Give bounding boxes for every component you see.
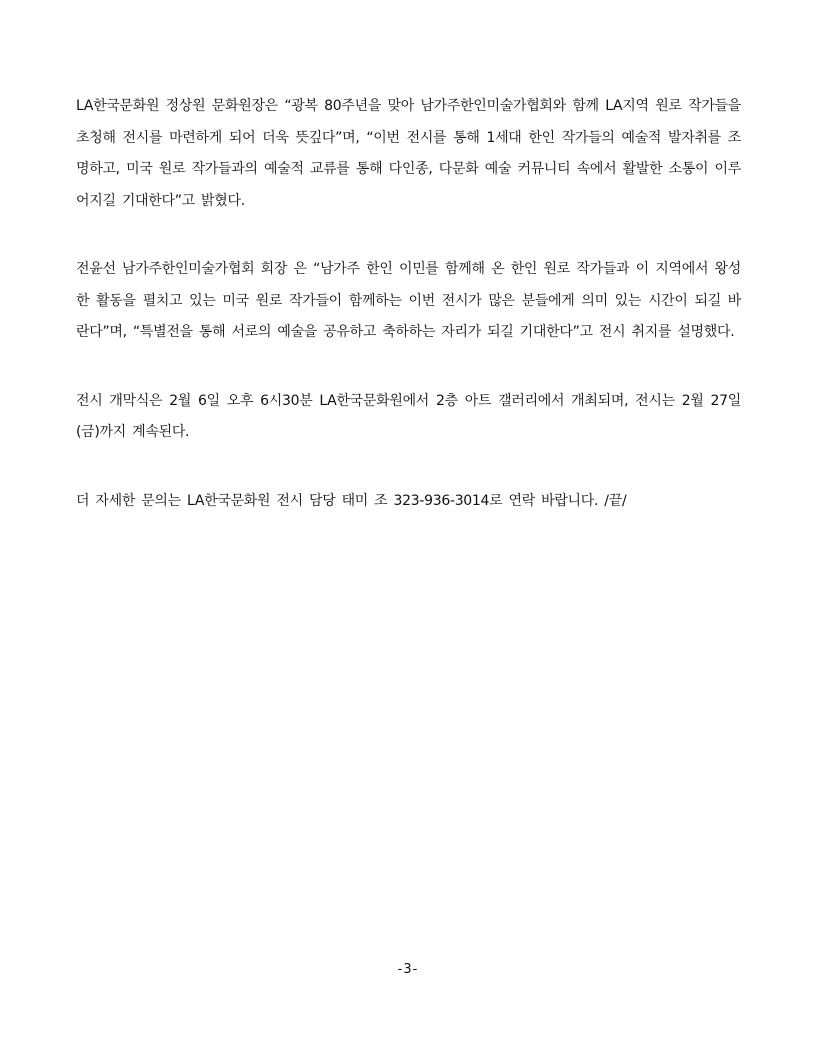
document-body	[76, 91, 741, 517]
paragraph-director-quote: LA한국문화원 정상원 문화원장은 “광복 80주년을 맞아 남가주한인미술가협회와 함께 LA지역 원로 작가들을 초청해 전시를 마련하게 되어 더욱 뜻깊다”며, “이번 전시를 통해 1세대 한인 작가들의 예술적 발자취를 조명하고, 미국 원로 작가들과의 예술적 교류를 통해 다인종, 다문화 예술 커뮤니티 속에서 활발한 소통이 이루어지길 기대한다”고 밝혔다.	[76, 98, 741, 209]
paragraph-opening-schedule: 전시 개막식은 2월 6일 오후 6시30분 LA한국문화원에서 2층 아트 갤러리에서 개최되며, 전시는 2월 27일(금)까지 계속된다.	[76, 392, 741, 440]
paragraph-president-quote: 전윤선 남가주한인미술가협회 회장 은 “남가주 한인 이민를 함께해 온 한인 원로 작가들과 이 지역에서 왕성한 활동을 펼치고 있는 미국 원로 작가들이 함께하는 이번 전시가 많은 분들에게 의미 있는 시간이 되길 바란다”며, “특별전을 통해 서로의 예술을 공유하고 축하하는 자리가 되길 기대한다”고 전시 취지를 설명했다.	[76, 261, 741, 340]
page-number: -3-	[397, 962, 419, 977]
paragraph-contact-info: 더 자세한 문의는 LA한국문화원 전시 담당 태미 조 323-936-3014로 연락 바랍니다. /끝/	[76, 492, 627, 509]
